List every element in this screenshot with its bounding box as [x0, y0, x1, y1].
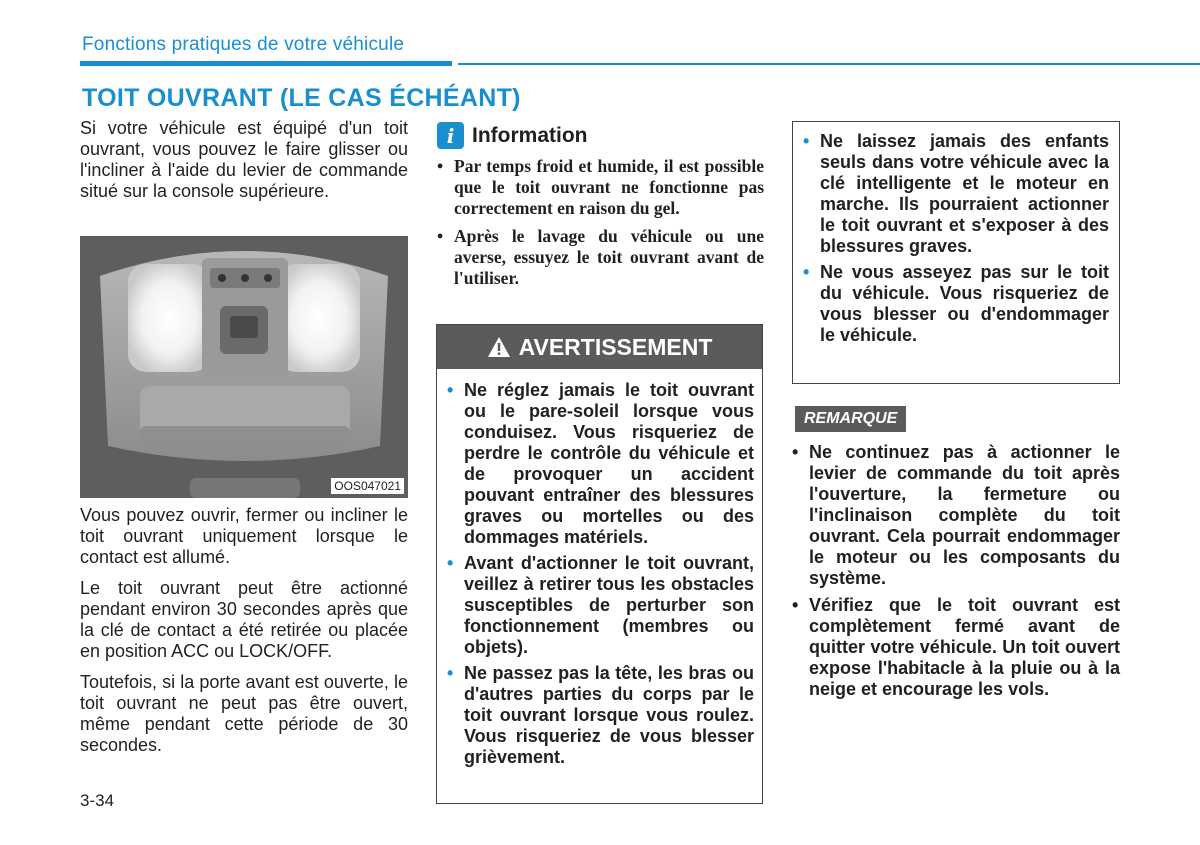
- warning-header: [437, 325, 762, 369]
- warning-item: • Ne vous asseyez pas sur le toit du véhicule. Vous risqueriez de vous blesser ou d'endommager le véhicule.: [803, 262, 1109, 346]
- remark-label: REMARQUE: [795, 406, 906, 432]
- info-icon: i: [437, 122, 464, 149]
- warning-triangle-icon: [487, 336, 511, 358]
- warning-box: [436, 324, 763, 804]
- header-rule-thick: [80, 61, 452, 66]
- warning-item: • Ne laissez jamais des enfants seuls dans votre véhicule avec la clé intelligente et le moteur en marche. Ils pourraient actionner le toit ouvrant et s'exposer à des blessures graves.: [803, 131, 1109, 257]
- remark-list: [792, 442, 1120, 706]
- header-rule-thin: [458, 63, 1200, 65]
- warning-item: • Ne passez pas la tête, les bras ou d'autres parties du corps par le toit ouvrant lorsque vous roulez. Vous risqueriez de vous blesser grièvement.: [447, 663, 754, 768]
- body-paragraph: Le toit ouvrant peut être actionné pendant environ 30 secondes après que la clé de contact a été retirée ou placée en position ACC ou LOCK/OFF.: [80, 578, 408, 661]
- intro-text: Si votre véhicule est équipé d'un toit ouvrant, vous pouvez le faire glisser ou l'incliner à l'aide du levier de commande situé sur la console supérieure.: [80, 118, 408, 201]
- photo-code: OOS047021: [331, 478, 404, 494]
- overhead-console-photo: [80, 236, 408, 498]
- remark-item: • Vérifiez que le toit ouvrant est complètement fermé avant de quitter votre véhicule. Un toit ouvert expose l'habitacle à la pluie ou à la neige et encourage les vols.: [792, 595, 1120, 700]
- warning-title: AVERTISSEMENT: [518, 333, 713, 360]
- warning-continuation-list: [803, 131, 1109, 351]
- body-paragraphs: [80, 505, 408, 766]
- running-header: Fonctions pratiques de votre véhicule: [82, 34, 405, 55]
- section-title: TOIT OUVRANT (LE CAS ÉCHÉANT): [82, 84, 521, 112]
- remark-item: • Ne continuez pas à actionner le levier de commande du toit après l'ouverture, la fermeture ou l'inclinaison complète du toit ouvrant. Cela pourrait endommager le moteur ou les composants du système.: [792, 442, 1120, 589]
- information-list: [437, 156, 764, 296]
- overhead-console-illustration: [80, 236, 408, 498]
- information-heading: [437, 122, 588, 149]
- warning-list: [447, 380, 754, 773]
- body-paragraph: Toutefois, si la porte avant est ouverte, le toit ouvrant ne peut pas être ouvert, même pendant cette période de 30 secondes.: [80, 672, 408, 755]
- information-title: Information: [472, 123, 588, 147]
- warning-item: • Ne réglez jamais le toit ouvrant ou le pare-soleil lorsque vous conduisez. Vous risqueriez de perdre le contrôle du véhicule et de provoquer un accident pouvant entraîner des blessures graves ou mortelles ou des dommages matériels.: [447, 380, 754, 548]
- intro-paragraph: [80, 118, 408, 212]
- warning-item: • Avant d'actionner le toit ouvrant, veillez à retirer tous les obstacles susceptibles de perturber son fonctionnement (membres ou objets).: [447, 553, 754, 658]
- page-number: 3-34: [80, 791, 115, 810]
- information-item: • Après le lavage du véhicule ou une averse, essuyez le toit ouvrant avant de l'utiliser.: [437, 226, 764, 289]
- information-item: • Par temps froid et humide, il est possible que le toit ouvrant ne fonctionne pas correctement en raison du gel.: [437, 156, 764, 219]
- body-paragraph: Vous pouvez ouvrir, fermer ou incliner le toit ouvrant uniquement lorsque le contact est allumé.: [80, 505, 408, 567]
- warning-continuation-box: [792, 121, 1120, 384]
